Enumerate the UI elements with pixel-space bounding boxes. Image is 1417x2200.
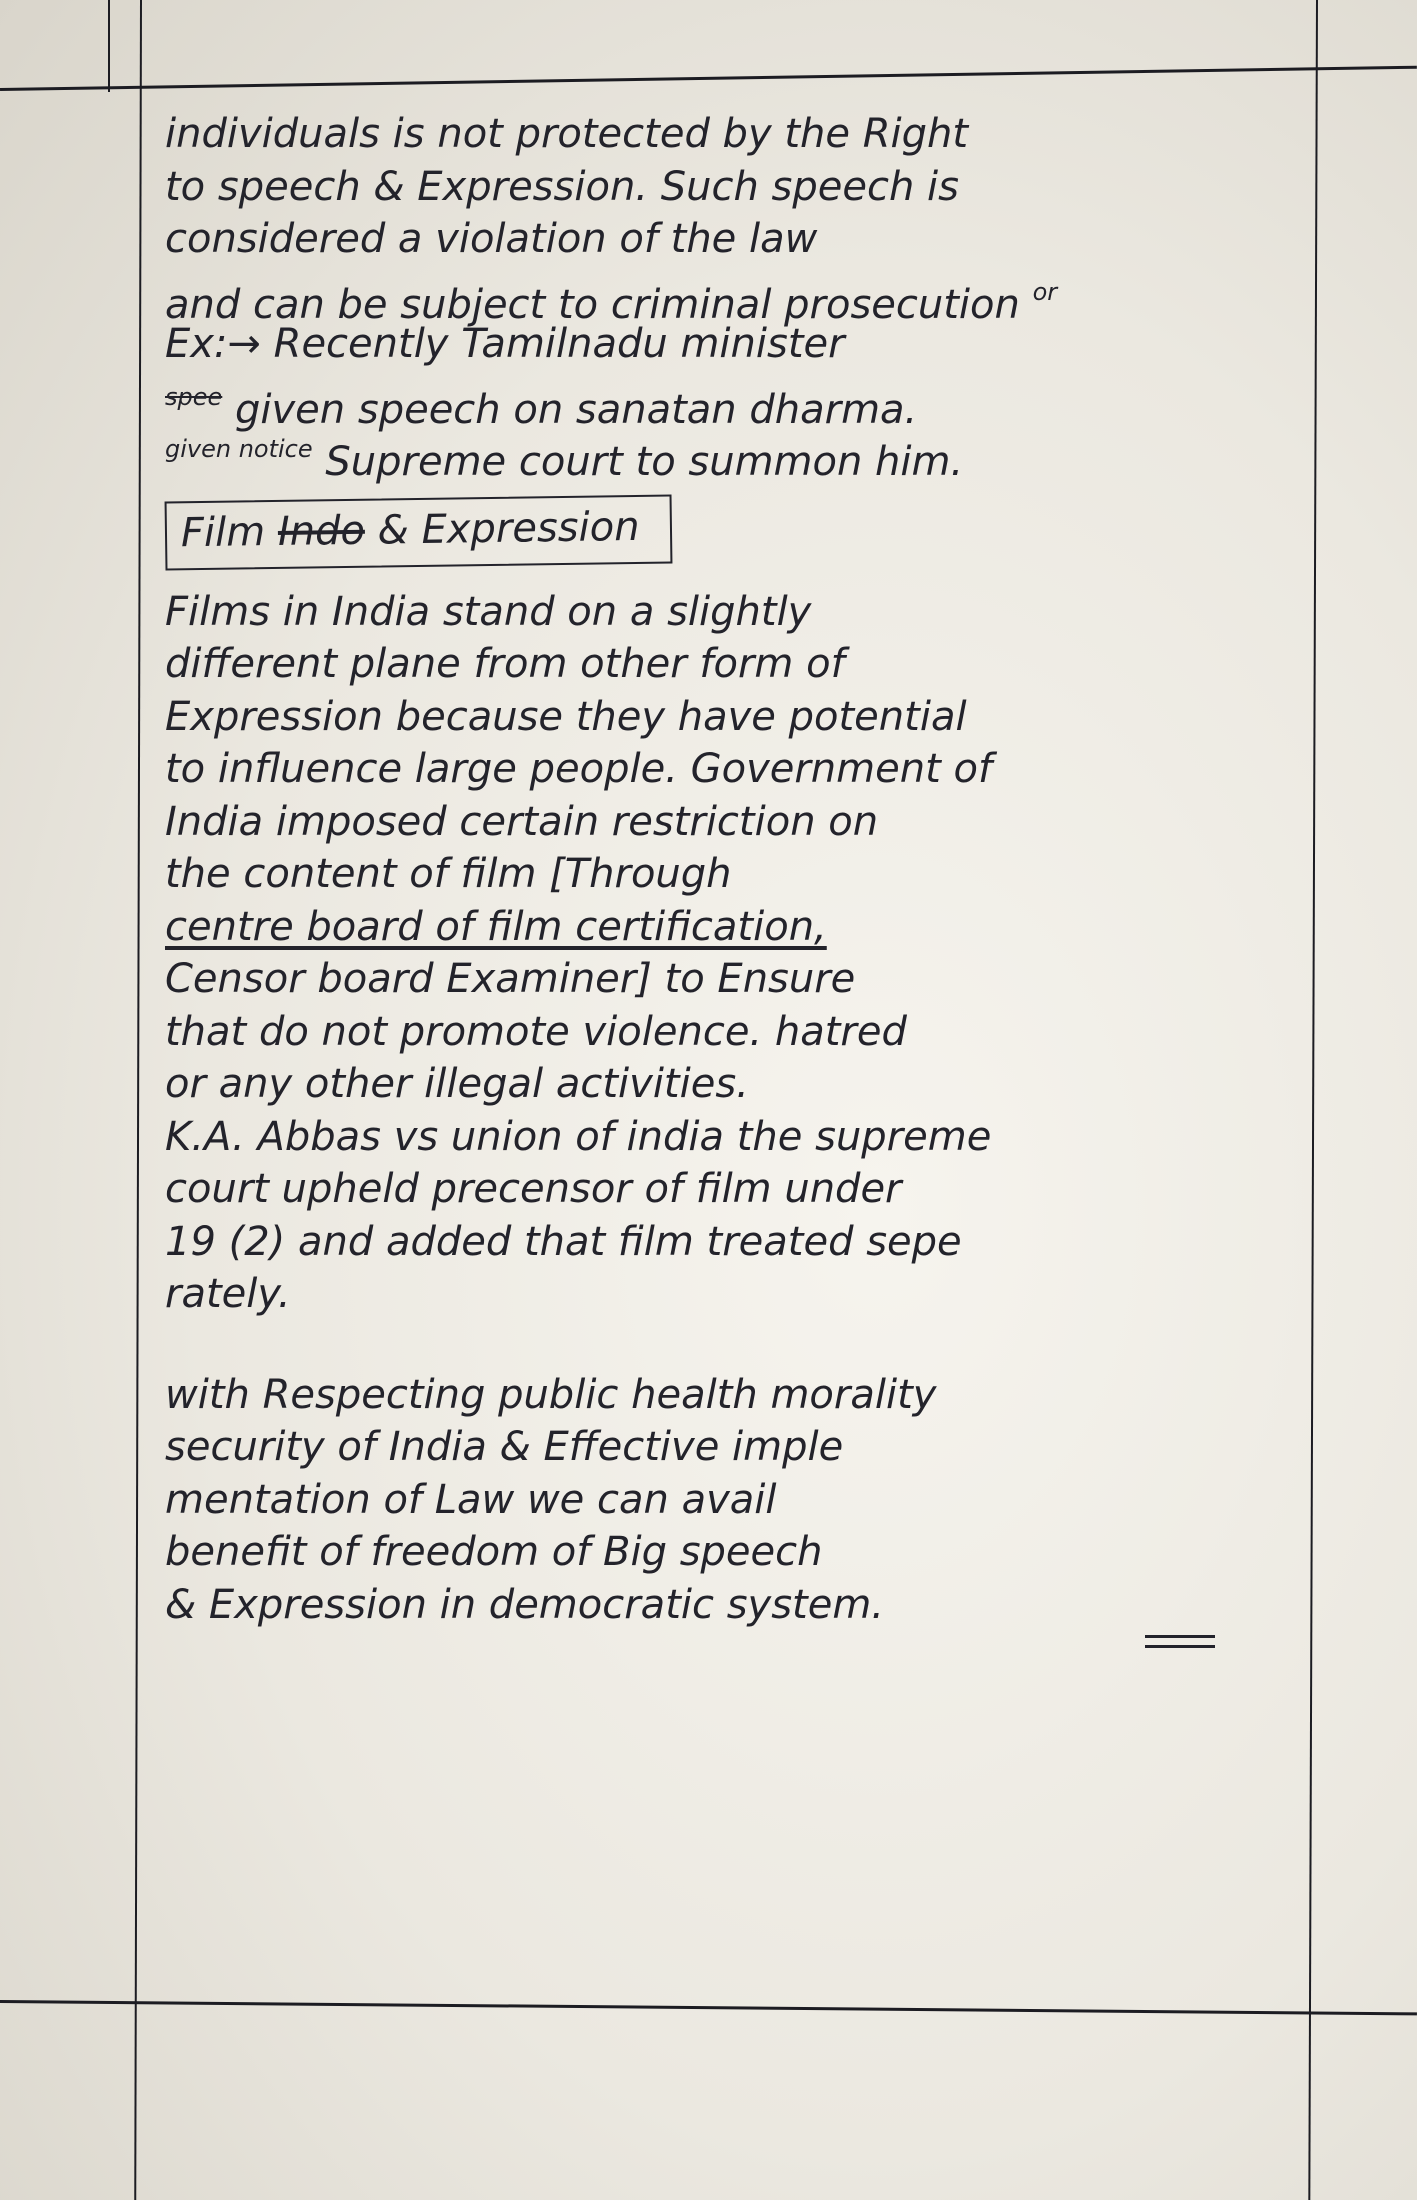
right-margin-line [1308, 0, 1318, 2200]
text-line: mentation of Law we can avail [165, 1476, 777, 1523]
text-line: considered a violation of the law [165, 216, 818, 262]
text-line-content: and can be subject to criminal prosecution [165, 281, 1020, 328]
text-line: India imposed certain restriction on [165, 798, 879, 845]
paragraph-gap [165, 1321, 1295, 1369]
struck-word: spee [165, 382, 223, 411]
text-line: security of India & Effective imple [165, 1424, 844, 1470]
text-line: the content of film [Through [165, 851, 732, 897]
text-line: court upheld precensor of film under [165, 1166, 902, 1212]
heading-box [165, 494, 672, 570]
heading-struck-word: Indo [277, 507, 366, 555]
text-line: different plane from other form of [165, 641, 845, 687]
text-line: & Expression in democratic system. [165, 1581, 885, 1628]
text-line: Censor board Examiner] to Ensure [165, 956, 856, 1002]
heading-part: Film [180, 508, 279, 556]
text-line: to influence large people. Government of [165, 746, 993, 792]
paragraph-film-expression [165, 586, 1295, 1321]
handwritten-text [165, 108, 1295, 1655]
text-line [165, 266, 1295, 328]
text-line: individuals is not protected by the Right [165, 111, 969, 157]
text-line: rately. [165, 1271, 291, 1317]
bottom-ruled-line [0, 2000, 1417, 2015]
text-line [165, 371, 1295, 433]
text-line-content: Supreme court to summon him. [325, 439, 964, 485]
text-line: to speech & Expression. Such speech is [165, 163, 959, 210]
inserted-phrase: given notice [165, 435, 313, 463]
corner-margin-line [108, 0, 110, 92]
text-line: K.A. Abbas vs union of india the supreme [165, 1113, 992, 1160]
inserted-word: or [1032, 277, 1058, 306]
text-line [165, 423, 1295, 485]
text-line: Films in India stand on a slightly [165, 588, 812, 635]
paragraph-speech-limits [165, 108, 1295, 485]
heading-part: & Expression [364, 503, 640, 554]
end-line [1145, 1645, 1215, 1648]
top-ruled-line [0, 66, 1417, 91]
paragraph-conclusion [165, 1369, 1295, 1632]
text-line: or any other illegal activities. [165, 1061, 749, 1107]
text-line: that do not promote violence. hatred [165, 1008, 907, 1055]
text-line: Expression because they have potential [165, 693, 967, 740]
left-margin-line [134, 0, 142, 2200]
text-line: benefit of freedom of Big speech [165, 1529, 823, 1575]
end-line [1145, 1635, 1215, 1638]
end-double-underline [165, 1631, 1295, 1655]
text-line: Ex:→ Recently Tamilnadu minister [165, 321, 845, 367]
text-line-underlined: centre board of film certification, [165, 903, 827, 950]
text-line: 19 (2) and added that film treated sepe [165, 1218, 962, 1265]
section-heading [165, 476, 1295, 586]
text-line-content: given speech on sanatan dharma. [235, 386, 918, 433]
text-line: with Respecting public health morality [165, 1371, 937, 1418]
